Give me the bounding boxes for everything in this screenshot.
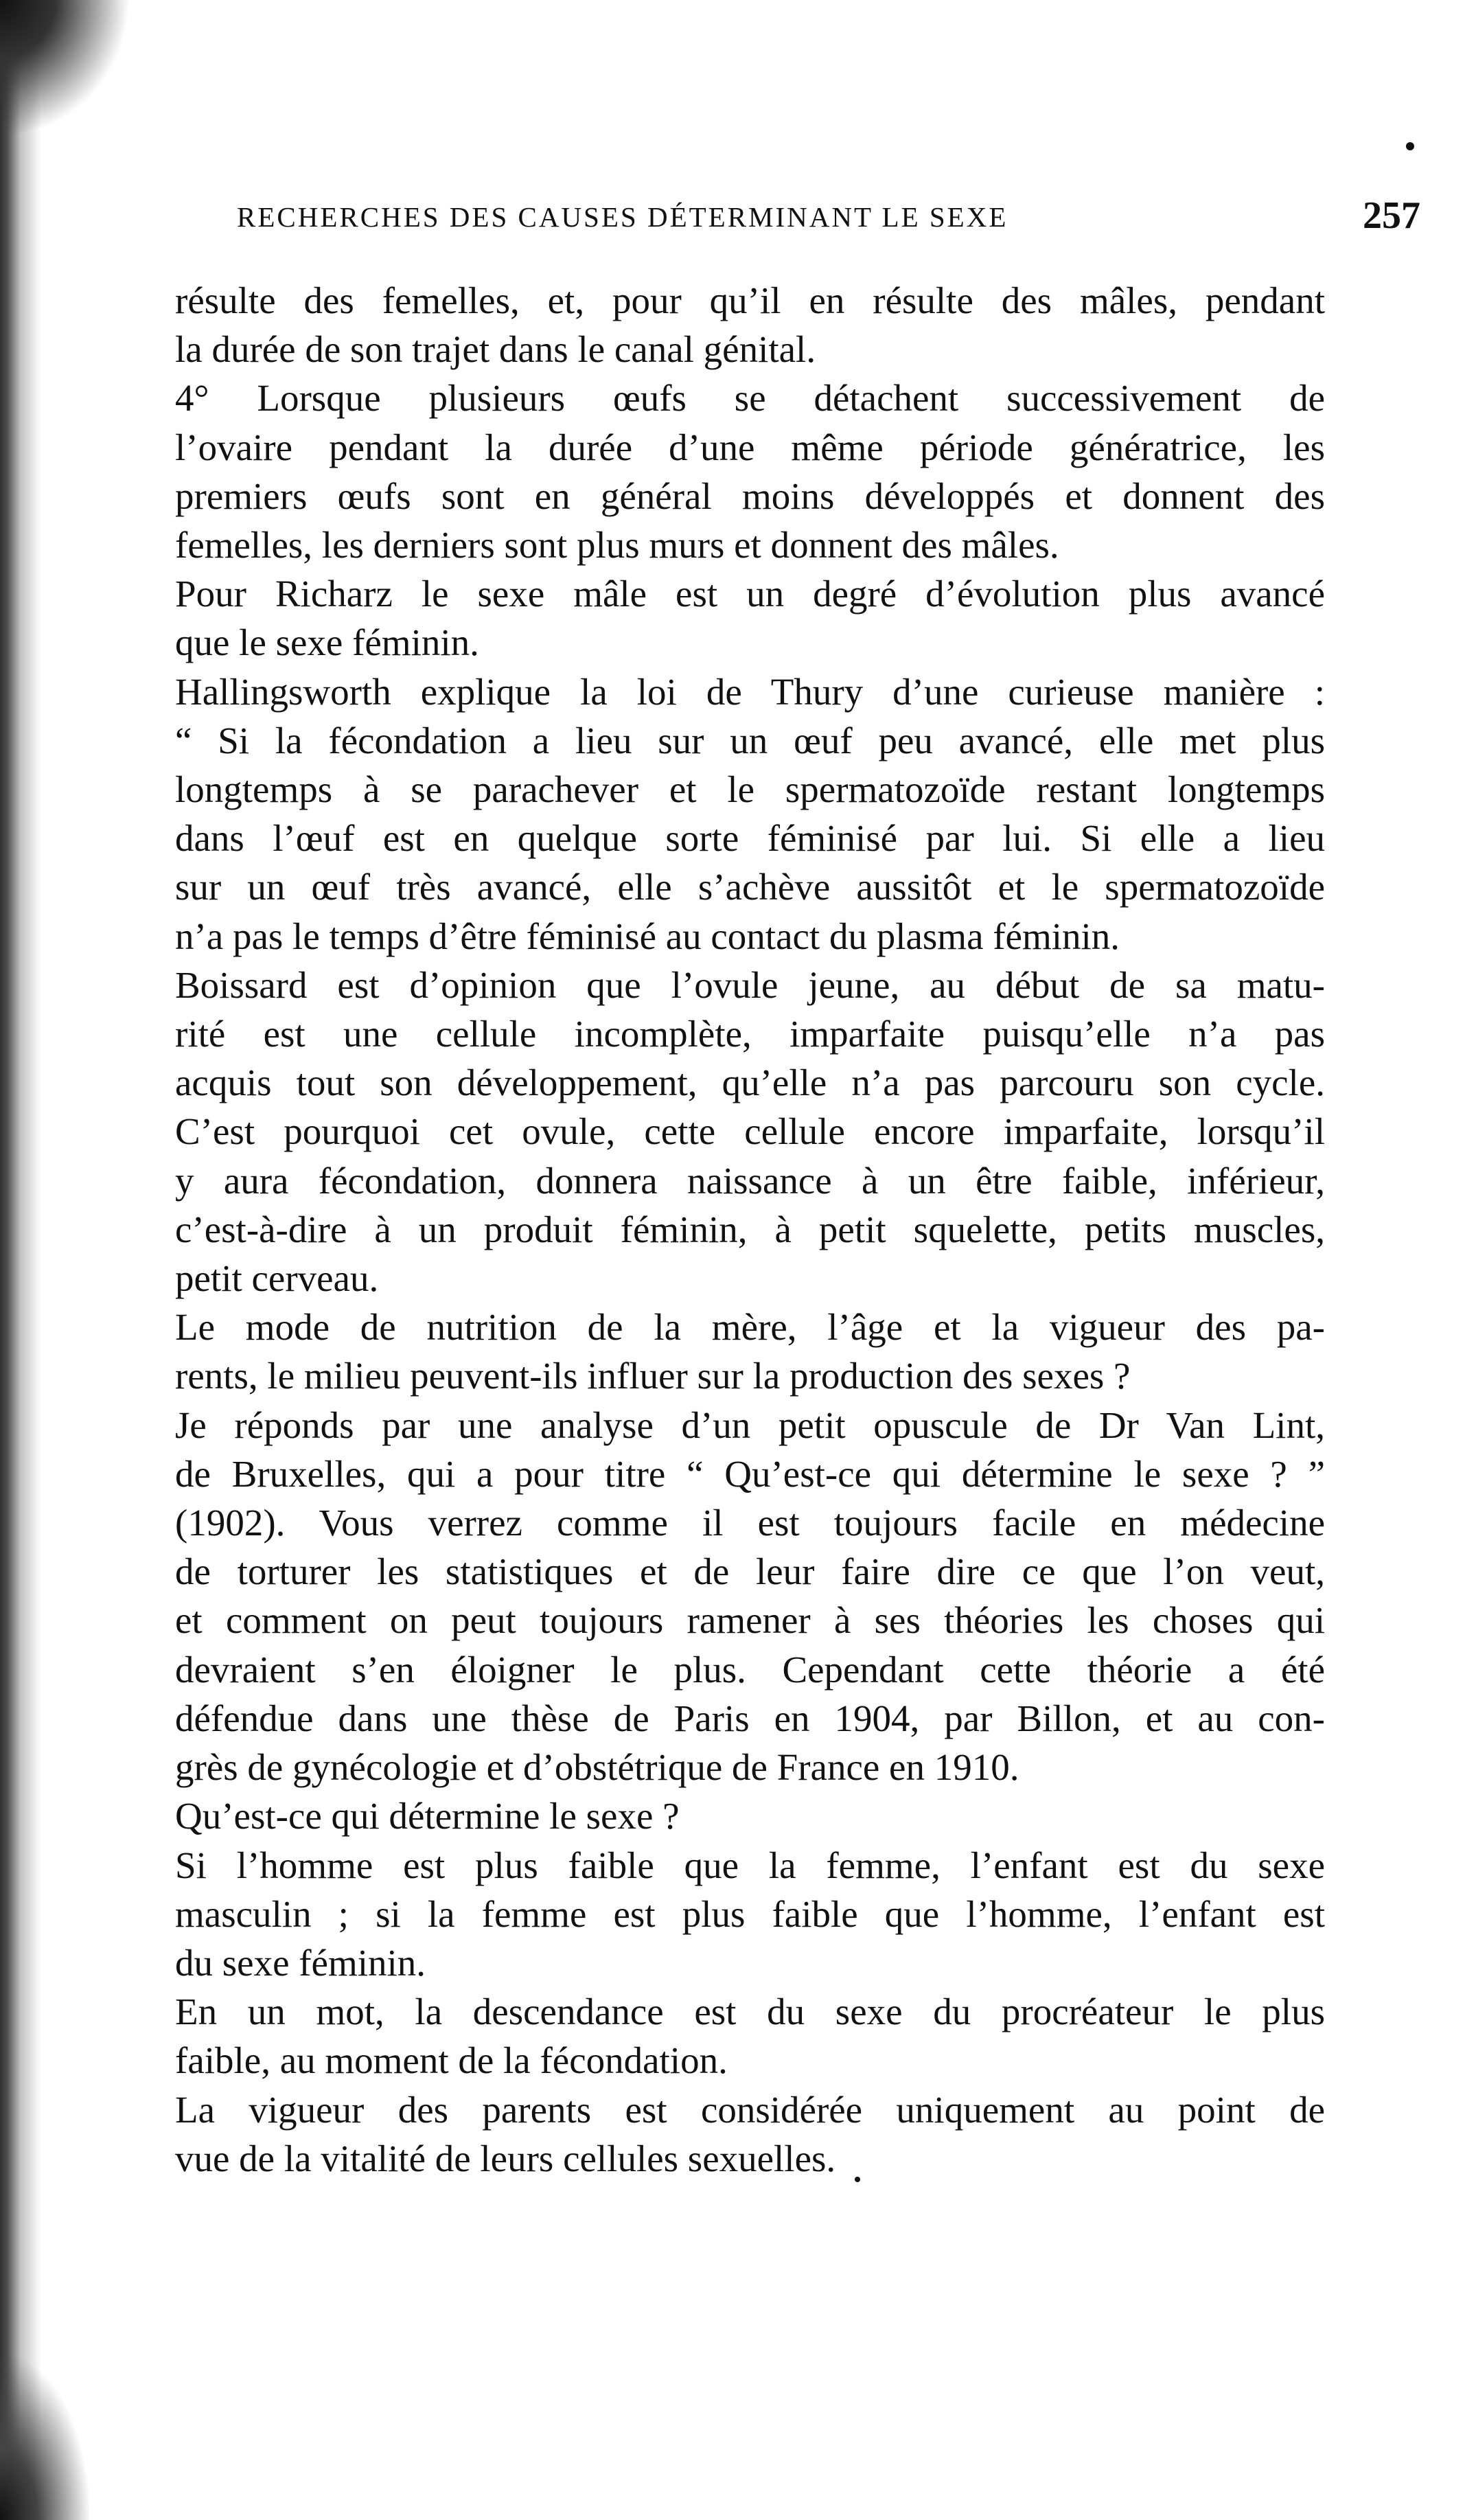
ink-speck	[1406, 142, 1414, 150]
text-line: sur un œuf très avancé, elle s’achève aussitôt et le spermatozoïde	[175, 866, 1325, 908]
text-line: La vigueur des parents est considérée uniquement au point de	[175, 2088, 1325, 2131]
text-line: rité est une cellule incomplète, imparfaite puisqu’elle n’a pas	[175, 1013, 1325, 1055]
text-line: vue de la vitalité de leurs cellules sexuelles.	[175, 2137, 836, 2179]
text-line: devraient s’en éloigner le plus. Cependant cette théorie a été	[175, 1648, 1325, 1691]
text-line: acquis tout son développement, qu’elle n’a pas parcouru son cycle.	[175, 1062, 1325, 1104]
text-line: de Bruxelles, qui a pour titre “ Qu’est-ce qui détermine le sexe ? ”	[175, 1452, 1325, 1495]
running-head: RECHERCHES DES CAUSES DÉTERMINANT LE SEXE	[237, 201, 1008, 233]
text-line: Boissard est d’opinion que l’ovule jeune, au début de sa matu-	[175, 963, 1325, 1006]
text-line: En un mot, la descendance est du sexe du procréateur le plus	[175, 1991, 1325, 2033]
text-line: longtemps à se parachever et le spermatozoïde restant longtemps	[175, 768, 1325, 811]
text-line: femelles, les derniers sont plus murs et donnent des mâles.	[175, 524, 1059, 566]
text-line: “ Si la fécondation a lieu sur un œuf peu avancé, elle met plus	[175, 719, 1325, 761]
binding-shadow-top	[0, 0, 130, 137]
text-line: premiers œufs sont en général moins développés et donnent des	[175, 474, 1325, 517]
text-line: grès de gynécologie et d’obstétrique de France en 1910.	[175, 1746, 1019, 1789]
text-line: et comment on peut toujours ramener à ses théories les choses qui	[175, 1599, 1325, 1642]
text-line: résulte des femelles, et, pour qu’il en résulte des mâles, pendant	[175, 279, 1325, 321]
text-line: Si l’homme est plus faible que la femme, l’enfant est du sexe	[175, 1844, 1325, 1886]
text-line: Le mode de nutrition de la mère, l’âge et la vigueur des pa-	[175, 1306, 1325, 1349]
text-line: C’est pourquoi cet ovule, cette cellule encore imparfaite, lorsqu’il	[175, 1110, 1325, 1153]
text-line: dans l’œuf est en quelque sorte féminisé par lui. Si elle a lieu	[175, 817, 1325, 860]
text-line: que le sexe féminin.	[175, 621, 479, 664]
text-line: 4° Lorsque plusieurs œufs se détachent successivement de	[175, 377, 1325, 420]
text-line: Pour Richarz le sexe mâle est un degré d’évolution plus avancé	[175, 573, 1325, 615]
text-line: (1902). Vous verrez comme il est toujours facile en médecine	[175, 1502, 1325, 1544]
text-line: masculin ; si la femme est plus faible que l’homme, l’enfant est	[175, 1892, 1325, 1935]
text-line: l’ovaire pendant la durée d’une même période génératrice, les	[175, 426, 1325, 468]
text-line: défendue dans une thèse de Paris en 1904, par Billon, et au con-	[175, 1697, 1325, 1739]
binding-shadow-bottom	[0, 2355, 89, 2520]
text-line: c’est-à-dire à un produit féminin, à petit squelette, petits muscles,	[175, 1208, 1325, 1250]
text-line: n’a pas le temps d’être féminisé au contact du plasma féminin.	[175, 915, 1120, 957]
body-text	[175, 276, 1325, 2183]
text-line: du sexe féminin.	[175, 1941, 426, 1984]
text-line: Qu’est-ce qui détermine le sexe ?	[175, 1795, 680, 1837]
text-line: rents, le milieu peuvent-ils influer sur la production des sexes ?	[175, 1355, 1131, 1397]
text-line: la durée de son trajet dans le canal génital.	[175, 328, 816, 371]
page-number: 257	[1363, 194, 1420, 237]
text-line: Hallingsworth explique la loi de Thury d’une curieuse manière :	[175, 670, 1325, 713]
text-line: Je réponds par une analyse d’un petit opuscule de Dr Van Lint,	[175, 1404, 1325, 1446]
text-line: y aura fécondation, donnera naissance à un être faible, inférieur,	[175, 1159, 1325, 1202]
text-line: de torturer les statistiques et de leur faire dire ce que l’on veut,	[175, 1550, 1325, 1593]
text-line: petit cerveau.	[175, 1257, 379, 1300]
binding-shadow	[0, 0, 41, 2520]
text-line: faible, au moment de la fécondation.	[175, 2039, 728, 2082]
